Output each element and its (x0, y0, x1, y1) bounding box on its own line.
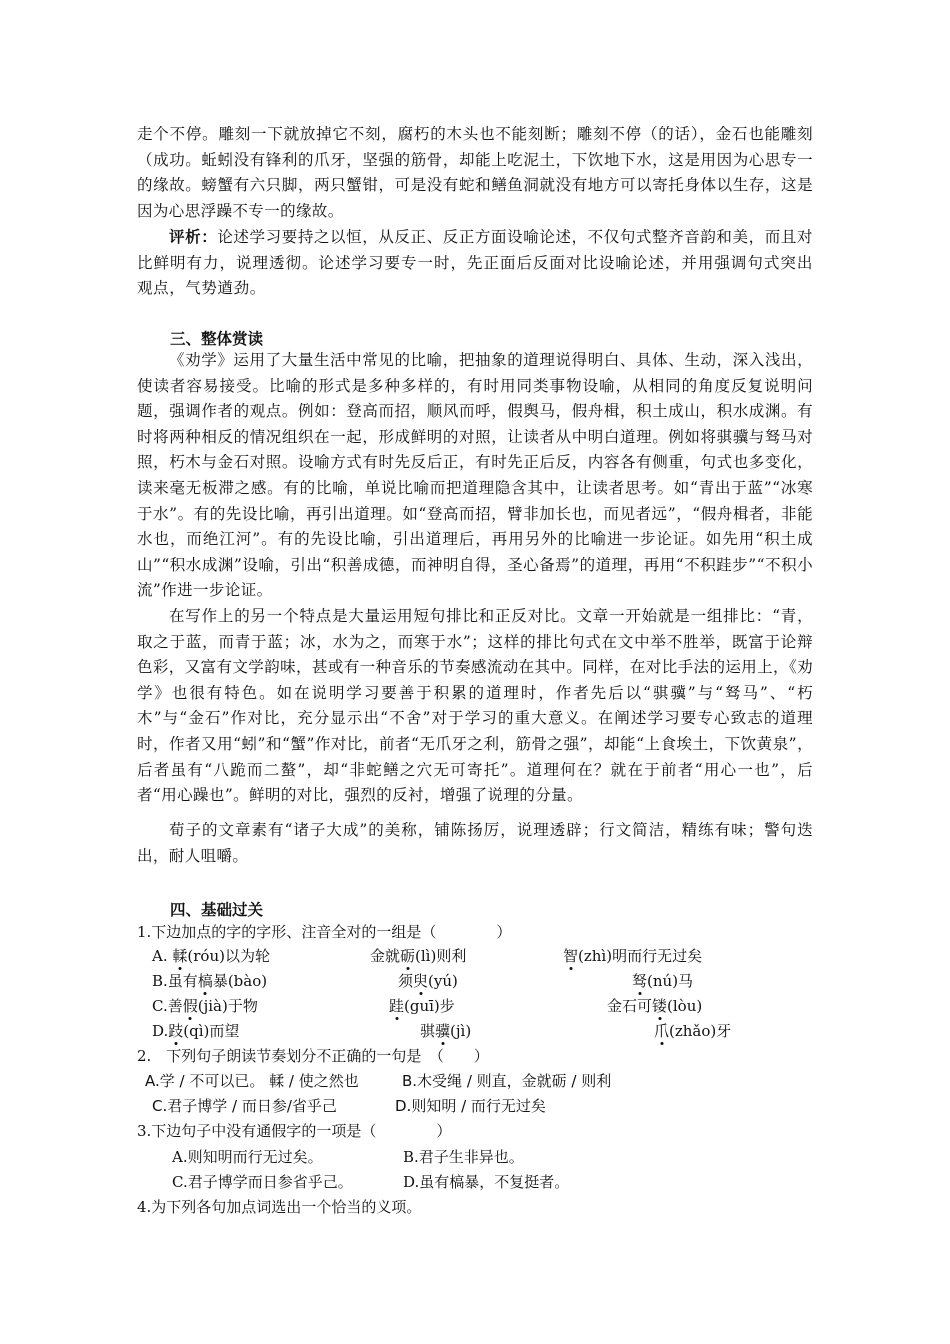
section3-paragraph-3: 荀子的文章素有“诸子大成”的美称，铺陈扬厉，说理透辟；行文简洁，精练有味；警句迭出，耐人咀嚼。 (137, 821, 813, 865)
question-2-option-d: D.则知明 / 而行无过矣 (395, 1097, 546, 1115)
dotted-char: 镂 (652, 997, 668, 1015)
dotted-char: 驽 (632, 972, 648, 990)
dotted-char: 臾 (413, 972, 429, 990)
dotted-char: 輮 (172, 947, 188, 965)
question-2-option-b: B.木受绳 / 则直，金就砺 / 则利 (402, 1072, 612, 1090)
dotted-char: 跬 (389, 997, 405, 1015)
dotted-char: 假 (182, 997, 198, 1015)
commentary-text: 论述学习要持之以恒，从反正、反正方面设喻论述，不仅句式整齐音韵和美，而且对比鲜明有力，说理透彻。论述学习要专一时，先正面后反面对比设喻论述，并用强调句式突出观点，气势遒劲。 (137, 228, 814, 298)
dotted-char: 骥 (435, 1022, 451, 1040)
question-3-stem: 3.下边句子中没有通假字的一项是（ ） (137, 1122, 452, 1140)
section3-paragraph-2: 在写作上的另一个特点是大量运用短句排比和正反对比。文章一开始就是一组排比：“青，取之于蓝，而青于蓝；冰，水为之，而寒于水”；这样的排比句式在文中举不胜举，既富于论辩色彩，又富有文学韵味，甚或有一种音乐的节奏感流动在其中。同样，在对比手法的运用上，《劝学》也很有特色。如在说明学习要善于积累的道理时，作者先后以“骐骥”与“驽马”、“朽木”与“金石”作对比，充分显示出“不舍”对于学习的重大意义。在阐述学习要专心致志的道理时，作者又用“蚓”和“蟹”作对比，前者“无爪牙之利，筋骨之强”，却能“上食埃土，下饮黄泉”，后者虽有“八跪而二螯”，却“非蛇鳝之穴无可寄托”。道理何在？就在于前者“用心一也”，后者“用心躁也”。鲜明的对比，强烈的反衬，增强了说理的分量。 (137, 607, 813, 805)
document-page: 走个不停。雕刻一下就放掉它不刻，腐朽的木头也不能刻断；雕刻不停（的话），金石也能雕刻（成功。蚯蚓没有锋利的爪牙，坚强的筋骨，却能上吃泥土，下饮地下水，这是用因为心思专一的缘故。螃蟹有六只脚，两只蟹钳，可是没有蛇和鳝鱼洞就没有地方可以寄托身体以生存，这是因为心思浮躁不专一的缘故。 评析：论述学习要持之以恒，从反正、反正方面设喻论述，不仅句式整齐音韵和美，而且对比鲜明有力，说理透彻。论述学习要专一时，先正面后反面对比设喻论述，并用强调句式突出观点，气势遒劲。 三、整体赏读 《劝学》运用了大量生活中常见的比喻，把抽象的道理说得明白、具体、生动，深入浅出，使读者容易接受。比喻的形式是多种多样的，有时用同类事物设喻，从相同的角度反复说明问题，强调作者的观点。例如：登高而招，顺风而呼，假舆马，假舟楫，积土成山，积水成渊。有时将两种相反的情况组织在一起，形成鲜明的对照，让读者从中明白道理。例如将骐骥与驽马对照，朽木与金石对照。设喻方式有时先反后正，有时先正后反，内容各有侧重，句式也多变化，读来毫无板滞之感。有的比喻，单说比喻而把道理隐含其中，让读者思考。如“青出于蓝”“冰寒于水”。有的先设比喻，再引出道理。如“登高而招，臂非加长也，而见者远”，“假舟楫者，非能水也，而绝江河”。有的先设比喻，引出道理后，再用另外的比喻进一步论证。如先用“积土成山”“积水成渊”设喻，引出“积善成德，而神明自得，圣心备焉”的道理，再用“不积跬步”“不积小流”作进一步论证。 在写作上的另一个特点是大量运用短句排比和正反对比。文章一开始就是一组排比：“青，取之于蓝，而青于蓝；冰，水为之，而寒于水”；这样的排比句式在文中举不胜举，既富于论辩色彩，又富有文学韵味，甚或有一种音乐的节奏感流动在其中。同样，在对比手法的运用上，《劝学》也很有特色。如在说明学习要善于积累的道理时，作者先后以“骐骥”与“驽马”、“朽木”与“金石”作对比，充分显示出“不舍”对于学习的重大意义。在阐述学习要专心致志的道理时，作者又用“蚓”和“蟹”作对比，前者“无爪牙之利，筋骨之强”，却能“上食埃土，下饮黄泉”，后者虽有“八跪而二螯”，却“非蛇鳝之穴无可寄托”。道理何在？就在于前者“用心一也”，后者“用心躁也”。鲜明的对比，强烈的反衬，增强了说理的分量。 荀子的文章素有“诸子大成”的美称，铺陈扬厉，说理透辟；行文简洁，精练有味；警句迭出，耐人咀嚼。 四、基础过关 1.下边加点的字的字形、注音全对的一组是（ ） A. 輮(róu)以为轮 金就砺(lì)则利 智(zhì)明而行无过矣 B.虽有槁暴(bào) 须臾(yú) 驽(nú)马 C.善假(jià)于物 跬(guī)步 金石可镂(lòu) D.跂(qì)而望 骐骥(jì) 爪(zhǎo)牙 2. 下列句子朗读节奏划分不正确的一句是 （ ） A.学 / 不可以已。 輮 / 使之然也 B.木受绳 / 则直，金就砺 / 则利 C.君子博学 / 而日参/省乎己 D.则知明 / 而行无过矣 3.下边句子中没有通假字的一项是（ ） A.则知明而行无过矣。 B.君子生非异也。 C.君子博学而日参省乎己。 D.虽有槁暴，不复挺者。 4.为下列各句加点词选出一个恰当的义项。 (0, 0, 950, 1344)
question-2-option-a: A.学 / 不可以已。 輮 / 使之然也 (145, 1072, 359, 1090)
section-heading-4: 四、基础过关 (170, 901, 264, 919)
dotted-char: 智 (563, 947, 579, 965)
commentary-paragraph (137, 224, 813, 302)
question-3-option-a: A.则知明而行无过矣。 (172, 1148, 323, 1166)
question-2-option-c: C.君子博学 / 而日参/省乎己 (152, 1097, 337, 1115)
question-3-option-d: D.虽有槁暴，不复挺者。 (403, 1173, 570, 1191)
dotted-char: 砺 (400, 947, 416, 965)
question-3-option-b: B.君子生非异也。 (403, 1148, 524, 1166)
dotted-char: 槁 (197, 972, 213, 990)
question-4-stem: 4.为下列各句加点词选出一个恰当的义项。 (137, 1198, 422, 1216)
translation-paragraph: 走个不停。雕刻一下就放掉它不刻，腐朽的木头也不能刻断；雕刻不停（的话），金石也能雕刻（成功。蚯蚓没有锋利的爪牙，坚强的筋骨，却能上吃泥土，下饮地下水，这是用因为心思专一的缘故。螃蟹有六只脚，两只蟹钳，可是没有蛇和鳝鱼洞就没有地方可以寄托身体以生存，这是因为心思浮躁不专一的缘故。 (137, 125, 813, 220)
question-3-option-c: C.君子博学而日参省乎己。 (172, 1173, 353, 1191)
section3-paragraph-1: 《劝学》运用了大量生活中常见的比喻，把抽象的道理说得明白、具体、生动，深入浅出，使读者容易接受。比喻的形式是多种多样的，有时用同类事物设喻，从相同的角度反复说明问题，强调作者的观点。例如：登高而招，顺风而呼，假舆马，假舟楫，积土成山，积水成渊。有时将两种相反的情况组织在一起，形成鲜明的对照，让读者从中明白道理。例如将骐骥与驽马对照，朽木与金石对照。设喻方式有时先反后正，有时先正后反，内容各有侧重，句式也多变化，读来毫无板滞之感。有的比喻，单说比喻而把道理隐含其中，让读者思考。如“青出于蓝”“冰寒于水”。有的先设比喻，再引出道理。如“登高而招，臂非加长也，而见者远”，“假舟楫者，非能水也，而绝江河”。有的先设比喻，引出道理后，再用另外的比喻进一步论证。如先用“积土成山”“积水成渊”设喻，引出“积善成德，而神明自得，圣心备焉”的道理，再用“不积跬步”“不积小流”作进一步论证。 (137, 351, 813, 600)
question-2-stem: 2. 下列句子朗读节奏划分不正确的一句是 （ ） (137, 1047, 489, 1065)
commentary-label: 评析： (169, 227, 218, 246)
dotted-char: 跂 (168, 1022, 184, 1040)
dotted-char: 爪 (654, 1022, 670, 1040)
question-1-stem: 1.下边加点的字的字形、注音全对的一组是（ ） (137, 923, 512, 941)
section-heading-3: 三、整体赏读 (170, 330, 264, 348)
